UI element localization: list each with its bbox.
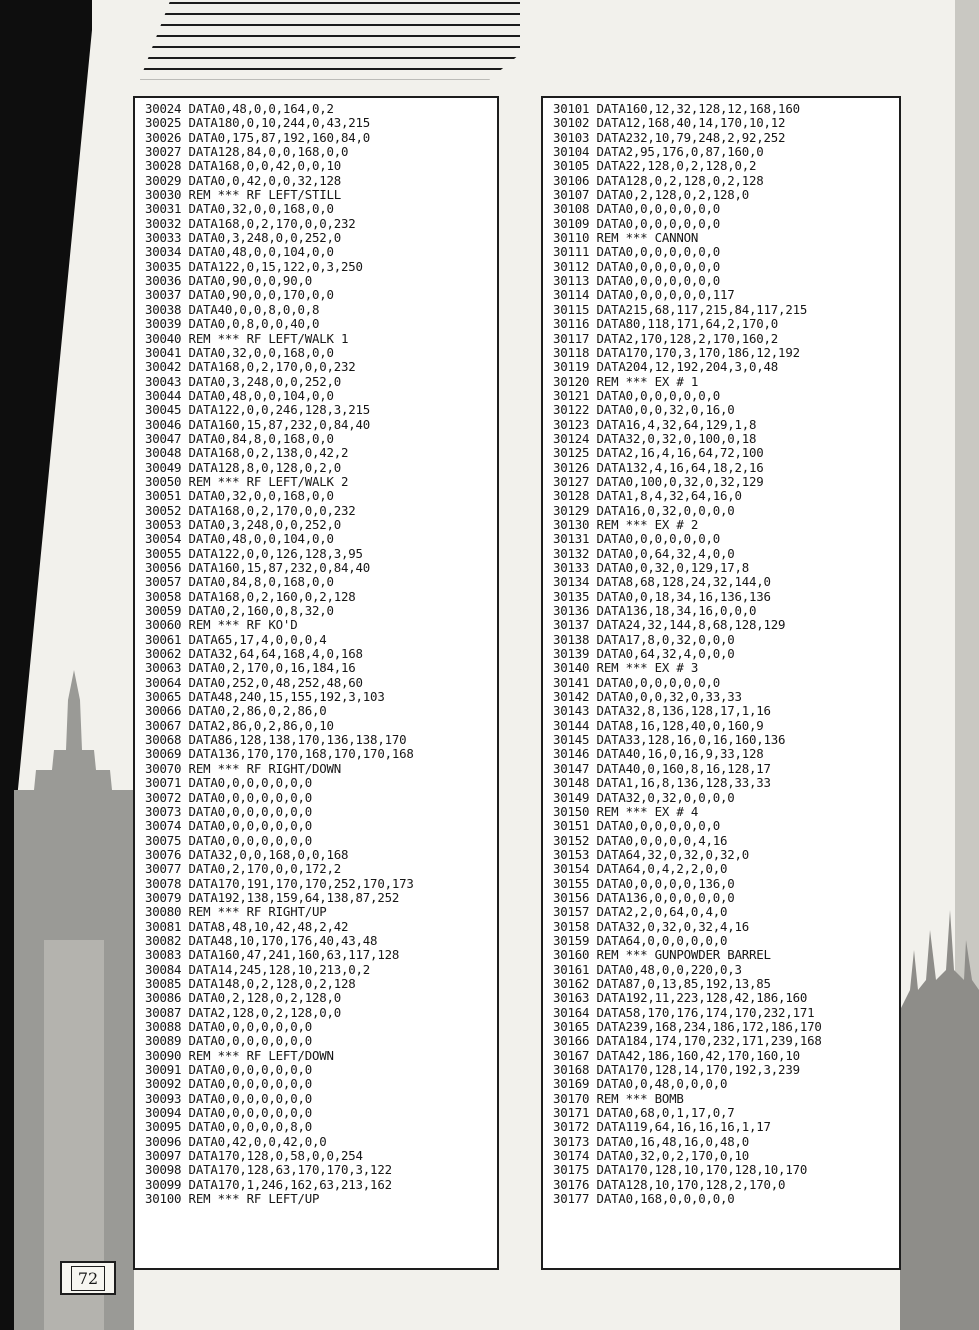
code-line: 30135 DATA0,0,18,34,16,136,136 xyxy=(553,588,771,604)
page-number-box xyxy=(60,1261,116,1295)
code-line: 30116 DATA80,118,171,64,2,170,0 xyxy=(553,316,779,332)
code-line: 30102 DATA12,168,40,14,170,10,12 xyxy=(553,115,786,131)
code-line: 30067 DATA2,86,0,2,86,0,10 xyxy=(145,717,334,733)
code-line: 30132 DATA0,0,64,32,4,0,0 xyxy=(553,545,735,561)
code-line: 30141 DATA0,0,0,0,0,0,0 xyxy=(553,674,720,690)
code-line: 30034 DATA0,48,0,0,104,0,0 xyxy=(145,244,334,260)
code-line: 30152 DATA0,0,0,0,0,4,16 xyxy=(553,832,728,848)
code-line: 30146 DATA40,16,0,16,9,33,128 xyxy=(553,746,764,762)
code-line: 30148 DATA1,16,8,136,128,33,33 xyxy=(553,775,771,791)
code-line: 30077 DATA0,2,170,0,0,172,2 xyxy=(145,861,342,877)
code-line: 30137 DATA24,32,144,8,68,128,129 xyxy=(553,617,786,633)
code-line: 30130 REM *** EX # 2 xyxy=(553,516,699,532)
code-line: 30090 REM *** RF LEFT/DOWN xyxy=(145,1047,334,1063)
code-line: 30098 DATA170,128,63,170,170,3,122 xyxy=(145,1162,392,1178)
code-line: 30165 DATA239,168,234,186,172,186,170 xyxy=(553,1019,822,1034)
tower-silhouette-illustration xyxy=(14,640,134,1330)
code-line: 30104 DATA2,95,176,0,87,160,0 xyxy=(553,144,764,160)
code-line: 30163 DATA192,11,223,128,42,186,160 xyxy=(553,990,808,1006)
code-line: 30149 DATA32,0,32,0,0,0,0 xyxy=(553,789,735,805)
code-line: 30166 DATA184,174,170,232,171,239,168 xyxy=(553,1033,822,1049)
code-line: 30157 DATA2,2,0,64,0,4,0 xyxy=(553,904,728,920)
code-line: 30025 DATA180,0,10,244,0,43,215 xyxy=(145,115,371,131)
code-line: 30125 DATA2,16,4,16,64,72,100 xyxy=(553,445,764,461)
code-line: 30046 DATA160,15,87,232,0,84,40 xyxy=(145,416,371,432)
code-line: 30151 DATA0,0,0,0,0,0,0 xyxy=(553,818,720,834)
code-line: 30172 DATA119,64,16,16,16,1,17 xyxy=(553,1119,771,1135)
code-line: 30035 DATA122,0,15,122,0,3,250 xyxy=(145,258,363,274)
code-line: 30081 DATA8,48,10,42,48,2,42 xyxy=(145,918,349,934)
code-line: 30154 DATA64,0,4,2,2,0,0 xyxy=(553,861,728,877)
code-line: 30068 DATA86,128,138,170,136,138,170 xyxy=(145,732,407,748)
code-line: 30107 DATA0,2,128,0,2,128,0 xyxy=(553,187,750,203)
code-line: 30099 DATA170,1,246,162,63,213,162 xyxy=(145,1176,392,1192)
code-line: 30105 DATA22,128,0,2,128,0,2 xyxy=(553,158,757,174)
code-line: 30052 DATA168,0,2,170,0,0,232 xyxy=(145,502,356,518)
code-line: 30124 DATA32,0,32,0,100,0,18 xyxy=(553,430,757,446)
code-line: 30057 DATA0,84,8,0,168,0,0 xyxy=(145,574,334,590)
code-line: 30138 DATA17,8,0,32,0,0,0 xyxy=(553,631,735,647)
code-line: 30063 DATA0,2,170,0,16,184,16 xyxy=(145,660,356,676)
code-line: 30140 REM *** EX # 3 xyxy=(553,660,699,676)
code-line: 30169 DATA0,0,48,0,0,0,0 xyxy=(553,1076,728,1092)
code-line: 30112 DATA0,0,0,0,0,0,0 xyxy=(553,258,720,274)
code-line: 30043 DATA0,3,248,0,0,252,0 xyxy=(145,373,342,389)
code-line: 30121 DATA0,0,0,0,0,0,0 xyxy=(553,387,720,403)
code-line: 30161 DATA0,48,0,0,220,0,3 xyxy=(553,961,742,977)
code-line: 30108 DATA0,0,0,0,0,0,0 xyxy=(553,201,720,217)
code-line: 30071 DATA0,0,0,0,0,0,0 xyxy=(145,775,312,791)
code-line: 30113 DATA0,0,0,0,0,0,0 xyxy=(553,273,720,289)
code-line: 30027 DATA128,84,0,0,168,0,0 xyxy=(145,144,349,160)
code-line: 30111 DATA0,0,0,0,0,0,0 xyxy=(553,244,720,260)
code-line: 30032 DATA168,0,2,170,0,0,232 xyxy=(145,215,356,231)
code-line: 30106 DATA128,0,2,128,0,2,128 xyxy=(553,172,764,188)
code-line: 30080 REM *** RF RIGHT/UP xyxy=(145,904,327,920)
code-line: 30162 DATA87,0,13,85,192,13,85 xyxy=(553,975,771,991)
code-line: 30087 DATA2,128,0,2,128,0,0 xyxy=(145,1004,342,1020)
code-line: 30164 DATA58,170,176,174,170,232,171 xyxy=(553,1004,815,1020)
code-line: 30076 DATA32,0,0,168,0,0,168 xyxy=(145,846,349,862)
code-line: 30177 DATA0,168,0,0,0,0,0 xyxy=(553,1191,735,1207)
brick-wall-illustration xyxy=(140,0,520,90)
code-line: 30122 DATA0,0,0,32,0,16,0 xyxy=(553,402,735,418)
code-line: 30144 DATA8,16,128,40,0,160,9 xyxy=(553,717,764,733)
code-line: 30155 DATA0,0,0,0,0,136,0 xyxy=(553,875,735,891)
code-line: 30037 DATA0,90,0,0,170,0,0 xyxy=(145,287,334,303)
code-line: 30029 DATA0,0,42,0,0,32,128 xyxy=(145,172,342,188)
code-line: 30036 DATA0,90,0,0,90,0 xyxy=(145,273,312,289)
code-line: 30048 DATA168,0,2,138,0,42,2 xyxy=(145,445,349,461)
code-line: 30134 DATA8,68,128,24,32,144,0 xyxy=(553,574,771,590)
code-line: 30045 DATA122,0,0,246,128,3,215 xyxy=(145,402,371,418)
code-line: 30136 DATA136,18,34,16,0,0,0 xyxy=(553,603,757,619)
code-line: 30072 DATA0,0,0,0,0,0,0 xyxy=(145,789,312,805)
code-line: 30031 DATA0,32,0,0,168,0,0 xyxy=(145,201,334,217)
code-line: 30033 DATA0,3,248,0,0,252,0 xyxy=(145,230,342,246)
code-line: 30097 DATA170,128,0,58,0,0,254 xyxy=(145,1148,363,1164)
code-line: 30085 DATA148,0,2,128,0,2,128 xyxy=(145,975,356,991)
code-line: 30117 DATA2,170,128,2,170,160,2 xyxy=(553,330,779,346)
code-line: 30028 DATA168,0,0,42,0,0,10 xyxy=(145,158,342,174)
code-line: 30096 DATA0,42,0,0,42,0,0 xyxy=(145,1133,327,1149)
code-line: 30128 DATA1,8,4,32,64,16,0 xyxy=(553,488,742,504)
code-line: 30131 DATA0,0,0,0,0,0,0 xyxy=(553,531,720,547)
code-line: 30127 DATA0,100,0,32,0,32,129 xyxy=(553,473,764,489)
code-line: 30058 DATA168,0,2,160,0,2,128 xyxy=(145,588,356,604)
code-line: 30041 DATA0,32,0,0,168,0,0 xyxy=(145,344,334,360)
code-line: 30110 REM *** CANNON xyxy=(553,230,699,246)
code-line: 30126 DATA132,4,16,64,18,2,16 xyxy=(553,459,764,475)
code-line: 30118 DATA170,170,3,170,186,12,192 xyxy=(553,344,800,360)
code-line: 30079 DATA192,138,159,64,138,87,252 xyxy=(145,889,400,905)
code-line: 30101 DATA160,12,32,128,12,168,160 xyxy=(553,101,800,116)
code-line: 30133 DATA0,0,32,0,129,17,8 xyxy=(553,560,750,575)
code-line: 30047 DATA0,84,8,0,168,0,0 xyxy=(145,430,334,446)
code-line: 30094 DATA0,0,0,0,0,0,0 xyxy=(145,1105,312,1121)
code-line: 30103 DATA232,10,79,248,2,92,252 xyxy=(553,129,786,145)
code-line: 30147 DATA40,0,160,8,16,128,17 xyxy=(553,760,771,776)
code-line: 30049 DATA128,8,0,128,0,2,0 xyxy=(145,459,342,475)
code-line: 30054 DATA0,48,0,0,104,0,0 xyxy=(145,531,334,547)
code-line: 30044 DATA0,48,0,0,104,0,0 xyxy=(145,387,334,403)
code-line: 30078 DATA170,191,170,170,252,170,173 xyxy=(145,875,414,891)
code-line: 30158 DATA32,0,32,0,32,4,16 xyxy=(553,918,750,934)
page-number: 72 xyxy=(71,1266,105,1291)
code-line: 30083 DATA160,47,241,160,63,117,128 xyxy=(145,947,400,963)
code-line: 30153 DATA64,32,0,32,0,32,0 xyxy=(553,846,750,862)
code-line: 30055 DATA122,0,0,126,128,3,95 xyxy=(145,545,363,561)
code-line: 30038 DATA40,0,0,8,0,0,8 xyxy=(145,301,320,317)
code-line: 30060 REM *** RF KO'D xyxy=(145,617,298,633)
code-line: 30120 REM *** EX # 1 xyxy=(553,373,699,389)
code-line: 30089 DATA0,0,0,0,0,0,0 xyxy=(145,1033,312,1049)
code-line: 30095 DATA0,0,0,0,0,8,0 xyxy=(145,1119,312,1135)
code-line: 30064 DATA0,252,0,48,252,48,60 xyxy=(145,674,363,690)
code-line: 30073 DATA0,0,0,0,0,0,0 xyxy=(145,803,312,819)
code-line: 30093 DATA0,0,0,0,0,0,0 xyxy=(145,1090,312,1106)
code-line: 30143 DATA32,8,136,128,17,1,16 xyxy=(553,703,771,719)
code-line: 30114 DATA0,0,0,0,0,0,117 xyxy=(553,287,735,303)
code-line: 30065 DATA48,240,15,155,192,3,103 xyxy=(145,689,385,705)
code-line: 30174 DATA0,32,0,2,170,0,10 xyxy=(553,1148,750,1164)
code-line: 30050 REM *** RF LEFT/WALK 2 xyxy=(145,473,349,489)
city-silhouette-illustration xyxy=(900,890,979,1330)
code-line: 30129 DATA16,0,32,0,0,0,0 xyxy=(553,502,735,518)
code-line: 30176 DATA128,10,170,128,2,170,0 xyxy=(553,1176,786,1192)
code-line: 30053 DATA0,3,248,0,0,252,0 xyxy=(145,516,342,532)
listing-panel-right xyxy=(541,96,901,1270)
code-line: 30082 DATA48,10,170,176,40,43,48 xyxy=(145,932,378,948)
code-line: 30088 DATA0,0,0,0,0,0,0 xyxy=(145,1019,312,1034)
code-line: 30150 REM *** EX # 4 xyxy=(553,803,699,819)
code-line: 30024 DATA0,48,0,0,164,0,2 xyxy=(145,101,334,116)
code-line: 30123 DATA16,4,32,64,129,1,8 xyxy=(553,416,757,432)
code-line: 30160 REM *** GUNPOWDER BARREL xyxy=(553,947,771,963)
code-line: 30084 DATA14,245,128,10,213,0,2 xyxy=(145,961,371,977)
code-line: 30061 DATA65,17,4,0,0,0,4 xyxy=(145,631,327,647)
code-line: 30170 REM *** BOMB xyxy=(553,1090,684,1106)
code-line: 30171 DATA0,68,0,1,17,0,7 xyxy=(553,1105,735,1121)
code-line: 30159 DATA64,0,0,0,0,0,0 xyxy=(553,932,728,948)
code-line: 30109 DATA0,0,0,0,0,0,0 xyxy=(553,215,720,231)
listing-panel-left xyxy=(133,96,499,1270)
code-line: 30173 DATA0,16,48,16,0,48,0 xyxy=(553,1133,750,1149)
code-line: 30040 REM *** RF LEFT/WALK 1 xyxy=(145,330,349,346)
code-line: 30100 REM *** RF LEFT/UP xyxy=(145,1191,320,1207)
code-line: 30168 DATA170,128,14,170,192,3,239 xyxy=(553,1062,800,1078)
code-line: 30091 DATA0,0,0,0,0,0,0 xyxy=(145,1062,312,1078)
code-line: 30042 DATA168,0,2,170,0,0,232 xyxy=(145,359,356,375)
code-line: 30075 DATA0,0,0,0,0,0,0 xyxy=(145,832,312,848)
code-line: 30139 DATA0,64,32,4,0,0,0 xyxy=(553,646,735,662)
code-line: 30156 DATA136,0,0,0,0,0,0 xyxy=(553,889,735,905)
code-line: 30056 DATA160,15,87,232,0,84,40 xyxy=(145,560,371,575)
code-line: 30026 DATA0,175,87,192,160,84,0 xyxy=(145,129,371,145)
code-line: 30030 REM *** RF LEFT/STILL xyxy=(145,187,342,203)
code-line: 30092 DATA0,0,0,0,0,0,0 xyxy=(145,1076,312,1092)
code-line: 30074 DATA0,0,0,0,0,0,0 xyxy=(145,818,312,834)
code-line: 30086 DATA0,2,128,0,2,128,0 xyxy=(145,990,342,1006)
code-line: 30051 DATA0,32,0,0,168,0,0 xyxy=(145,488,334,504)
code-line: 30039 DATA0,0,8,0,0,40,0 xyxy=(145,316,320,332)
code-line: 30069 DATA136,170,170,168,170,170,168 xyxy=(145,746,414,762)
code-line: 30142 DATA0,0,0,32,0,33,33 xyxy=(553,689,742,705)
code-line: 30175 DATA170,128,10,170,128,10,170 xyxy=(553,1162,808,1178)
code-line: 30066 DATA0,2,86,0,2,86,0 xyxy=(145,703,327,719)
code-line: 30119 DATA204,12,192,204,3,0,48 xyxy=(553,359,779,375)
code-line: 30115 DATA215,68,117,215,84,117,215 xyxy=(553,301,808,317)
code-line: 30059 DATA0,2,160,0,8,32,0 xyxy=(145,603,334,619)
code-line: 30145 DATA33,128,16,0,16,160,136 xyxy=(553,732,786,748)
code-line: 30167 DATA42,186,160,42,170,160,10 xyxy=(553,1047,800,1063)
code-line: 30062 DATA32,64,64,168,4,0,168 xyxy=(145,646,363,662)
code-line: 30070 REM *** RF RIGHT/DOWN xyxy=(145,760,342,776)
